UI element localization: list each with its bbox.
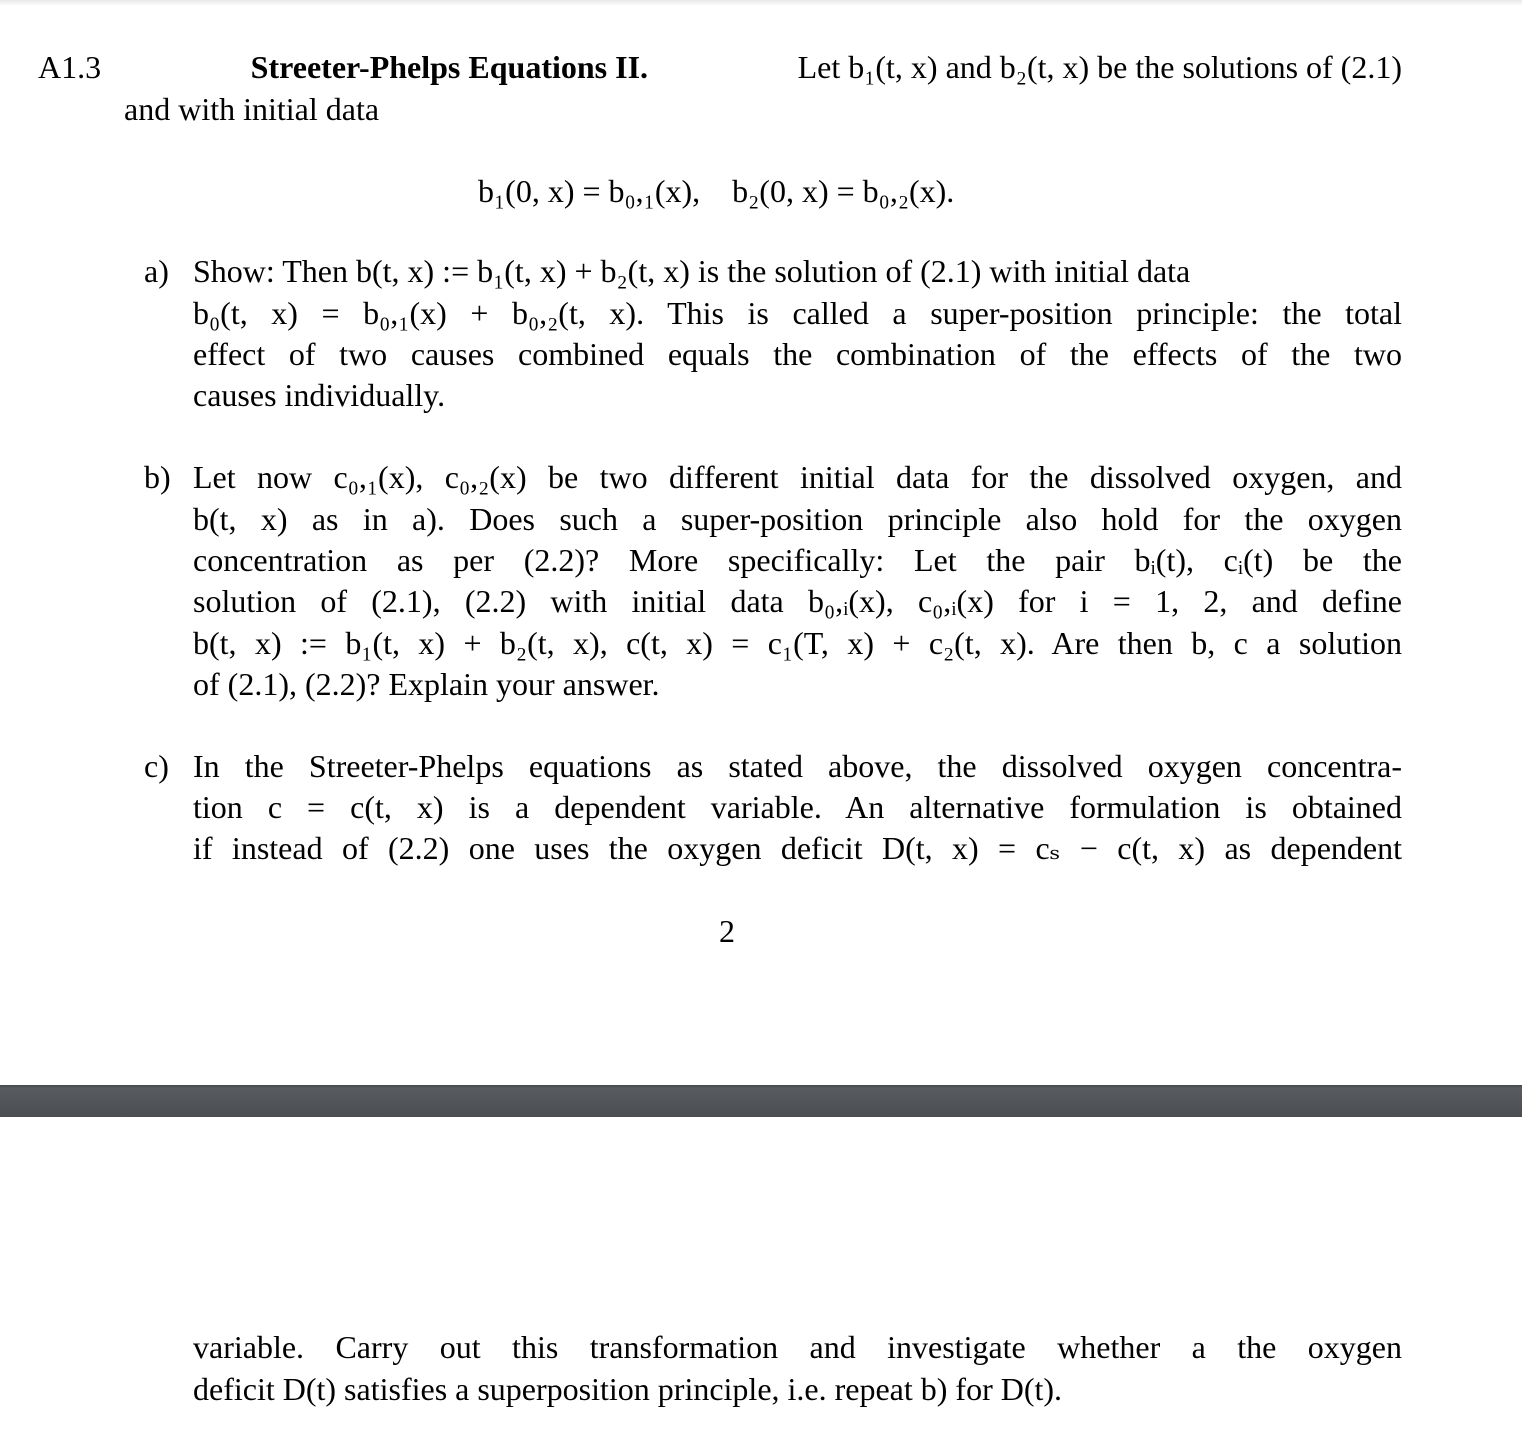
problem-title: Streeter-Phelps Equations II. [250, 49, 649, 85]
part-b-line: Let now c₀,₁(x), c₀,₂(x) be two different initial data for the dissolved oxygen, and [193, 459, 1402, 495]
problem-header-line-1 [38, 46, 1402, 88]
problem-intro-line-2: and with initial data [124, 91, 380, 127]
page-divider [0, 1085, 1522, 1117]
part-a-line: causes individually. [193, 377, 446, 413]
part-c-line: if instead of (2.2) one uses the oxygen deficit D(t, x) = cₛ − c(t, x) as dependent [193, 830, 1402, 866]
part-a-line: Show: Then b(t, x) := b₁(t, x) + b₂(t, x) is the solution of (2.1) with initial data [193, 253, 1191, 289]
part-b-line: solution of (2.1), (2.2) with initial data b₀,ᵢ(x), c₀,ᵢ(x) for i = 1, 2, and define [193, 583, 1402, 619]
part-c-line: In the Streeter-Phelps equations as stated above, the dissolved oxygen concentra- [193, 748, 1402, 784]
part-b-line: of (2.1), (2.2)? Explain your answer. [193, 666, 660, 702]
page-number: 2 [719, 913, 735, 949]
part-a-line: effect of two causes combined equals the combination of the effects of the two [193, 336, 1402, 372]
part-b-line: concentration as per (2.2)? More specifically: Let the pair bᵢ(t), cᵢ(t) be the [193, 542, 1402, 578]
part-c-line: tion c = c(t, x) is a dependent variable. An alternative formulation is obtained [193, 789, 1402, 825]
top-shade [0, 0, 1522, 6]
part-c-label: c) [144, 748, 169, 784]
part-b-line: b(t, x) as in a). Does such a super-position principle also hold for the oxygen [193, 501, 1402, 537]
part-a-line: b₀(t, x) = b₀,₁(x) + b₀,₂(t, x). This is called a super-position principle: the total [193, 295, 1402, 331]
part-c-continued-line: variable. Carry out this transformation and investigate whether a the oxygen [193, 1329, 1402, 1365]
page-bottom [0, 1117, 1522, 1432]
problem-intro-line-1: Let b₁(t, x) and b₂(t, x) be the solutions of (2.1) [797, 49, 1402, 85]
problem-number: A1.3 [38, 49, 102, 85]
part-b-label: b) [144, 459, 171, 495]
part-c-continued-line: deficit D(t) satisfies a superposition principle, i.e. repeat b) for D(t). [193, 1371, 1063, 1407]
part-a-label: a) [144, 253, 169, 289]
part-b-line: b(t, x) := b₁(t, x) + b₂(t, x), c(t, x) = c₁(T, x) + c₂(t, x). Are then b, c a solution [193, 625, 1402, 661]
display-equation: b₁(0, x) = b₀,₁(x), b₂(0, x) = b₀,₂(x). [478, 173, 955, 209]
